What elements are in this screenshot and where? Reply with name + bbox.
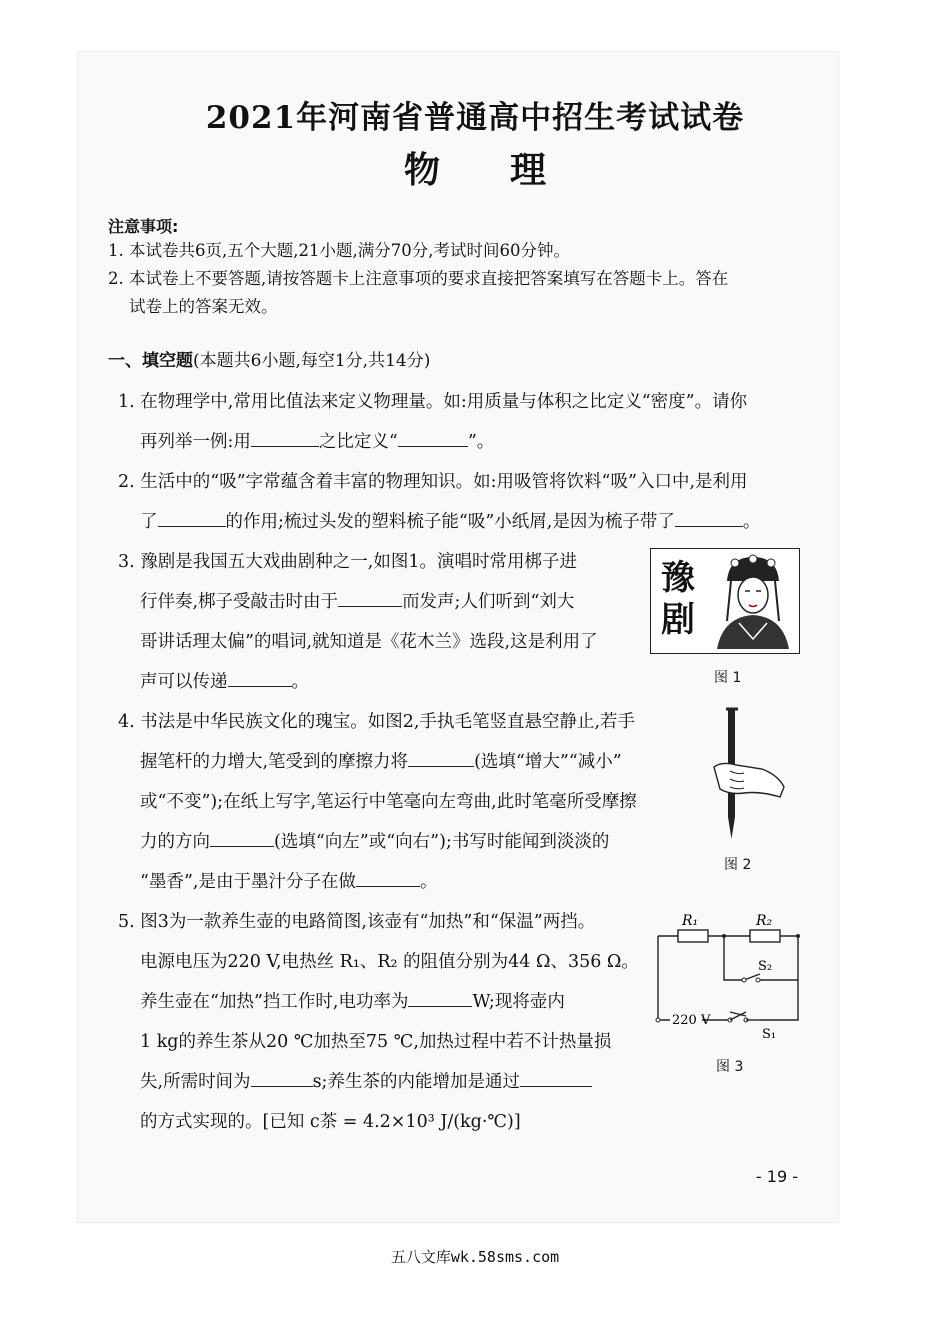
- q2-line-1: 2. 生活中的“吸”字常蕴含着丰富的物理知识。如:用吸管将饮料“吸”入口中,是利用: [118, 472, 748, 492]
- fig3-voltage-label: 220 V: [672, 1013, 711, 1028]
- q4-line-1: 4. 书法是中华民族文化的瑰宝。如图2,手执毛笔竖直悬空静止,若手: [118, 712, 636, 732]
- q4-line-4: 力的方向 (选填“向左”或“向右”);书写时能闻到淡淡的: [140, 832, 610, 852]
- q5-line-1: 5. 图3为一款养生壶的电路简图,该壶有“加热”和“保温”两挡。: [118, 912, 596, 932]
- q2-blank-2[interactable]: [675, 512, 743, 527]
- q3-line-4: 声可以传递 。: [140, 672, 309, 692]
- figure-1-opera: [650, 548, 800, 654]
- notice-item-2-line-1: 2. 本试卷上不要答题,请按答题卡上注意事项的要求直接把答案填写在答题卡上。答在: [108, 269, 729, 288]
- figure-3-caption: 图 3: [716, 1059, 744, 1075]
- q1-line-1: 1. 在物理学中,常用比值法来定义物理量。如:用质量与体积之比定义“密度”。请你: [118, 392, 748, 412]
- q3-line-1: 3. 豫剧是我国五大戏曲剧种之一,如图1。演唱时常用梆子进: [118, 552, 577, 572]
- q4-line-3: 或“不变”);在纸上写字,笔运行中笔毫向左弯曲,此时笔毫所受摩擦: [140, 792, 637, 812]
- fig3-s1-label: S₁: [762, 1027, 777, 1042]
- subject-char-1: 物: [403, 149, 440, 191]
- footer-watermark: 五八文库wk.58sms.com: [390, 1248, 560, 1266]
- q5-line-6: 的方式实现的。[已知 c茶 = 4.2×10³ J/(kg·℃)]: [140, 1112, 521, 1132]
- q1-blank-2[interactable]: [398, 432, 468, 447]
- q5-line-5: 失,所需时间为 s;养生茶的内能增加是通过: [140, 1068, 592, 1093]
- q3-blank-1[interactable]: [338, 592, 402, 607]
- q4-line-2: 握笔杆的力增大,笔受到的摩擦力将 (选填“增大”“减小”: [140, 752, 622, 772]
- q5-line-2: 电源电压为220 V,电热丝 R₁、R₂ 的阻值分别为44 Ω、356 Ω。: [140, 952, 639, 972]
- q2-line-2: 了 的作用;梳过头发的塑料梳子能“吸”小纸屑,是因为梳子带了 。: [140, 512, 761, 532]
- figure-3-circuit-diagram: [650, 908, 810, 1048]
- subject-title: [0, 142, 950, 193]
- q5-blank-2[interactable]: [251, 1072, 313, 1087]
- q3-blank-2[interactable]: [228, 672, 292, 687]
- figure-1-caption: 图 1: [714, 670, 742, 686]
- q2-blank-1[interactable]: [158, 512, 226, 527]
- q3-line-2: 行伴奏,梆子受敲击时由于 而发声;人们听到“刘大: [140, 592, 575, 612]
- section-1-desc: (本题共6小题,每空1分,共14分): [193, 351, 431, 371]
- notice-item-2-line-2: 试卷上的答案无效。: [129, 297, 278, 316]
- section-1-label: 一、填空题: [108, 351, 193, 371]
- notice-item-1: 1. 本试卷共6页,五个大题,21小题,满分70分,考试时间60分钟。: [108, 241, 570, 260]
- figure-2-caption: 图 2: [724, 857, 752, 873]
- q5-line-4: 1 kg的养生茶从20 ℃加热至75 ℃,加热过程中若不计热量损: [140, 1032, 612, 1052]
- q1-blank-1[interactable]: [251, 432, 319, 447]
- notice-heading: 注意事项:: [108, 217, 179, 236]
- q1-line-2: 再列举一例:用 之比定义“ ”。: [140, 432, 495, 452]
- q5-blank-1[interactable]: [408, 992, 472, 1007]
- section-1-heading: [108, 346, 430, 371]
- q5-blank-3[interactable]: [520, 1072, 592, 1087]
- figure-1-text: 豫剧: [661, 558, 695, 640]
- q3-line-3: 哥讲话理太偏”的唱词,就知道是《花木兰》选段,这是利用了: [140, 632, 598, 652]
- exam-title: 2021年河南省普通高中招生考试试卷: [205, 100, 745, 136]
- q4-line-5: “墨香”,是由于墨汁分子在做 。: [140, 872, 438, 892]
- q4-blank-3[interactable]: [356, 872, 420, 887]
- q5-line-3: 养生壶在“加热”挡工作时,电功率为 W;现将壶内: [140, 992, 565, 1012]
- q4-blank-2[interactable]: [210, 832, 274, 847]
- fig3-r2-label: R₂: [756, 913, 773, 929]
- fig3-s2-label: S₂: [758, 959, 773, 974]
- figure-2-brush-icon: [700, 705, 790, 845]
- opera-performer-icon: [709, 551, 797, 649]
- q4-blank-1[interactable]: [408, 752, 474, 767]
- fig3-r1-label: R₁: [682, 913, 699, 929]
- page-number: - 19 -: [755, 1167, 798, 1186]
- subject-char-2: 理: [510, 149, 547, 191]
